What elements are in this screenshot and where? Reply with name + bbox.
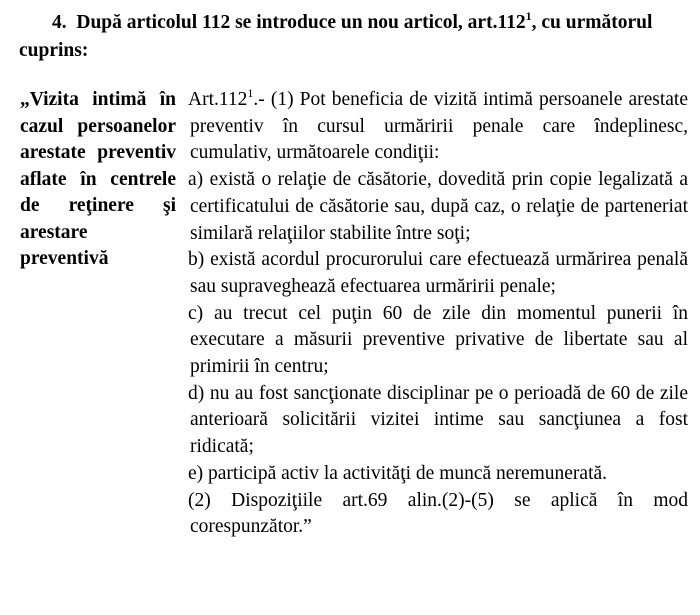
condition-c-line-1: c) au trecut cel puţin 60 de zile din momentul punerii în bbox=[188, 302, 688, 324]
article-title-line: de reţinere şi bbox=[20, 195, 176, 216]
paragraph-1-line-3: cumulativ, următoarele condiţii: bbox=[190, 142, 440, 164]
article-title-line: arestare bbox=[20, 221, 88, 243]
paragraph-2 bbox=[188, 488, 688, 541]
article-title-line: aflate în centrele bbox=[20, 168, 176, 190]
heading-number: 4. bbox=[52, 12, 67, 33]
heading-line-1 bbox=[19, 9, 679, 37]
condition-a-line-2: certificatului de căsătorie sau, după caz, o relaţie de parteneriat bbox=[190, 195, 688, 217]
article-body-column bbox=[188, 87, 688, 541]
condition-a-line-1: a) există o relaţie de căsătorie, dovedită prin copie legalizată a bbox=[188, 169, 688, 191]
condition-e bbox=[188, 461, 688, 488]
paragraph-1-line-2: preventiv în cursul urmăririi penale care îndeplinesc, bbox=[190, 115, 688, 137]
condition-e-line-1: e) participă activ la activităţi de muncă neremunerată. bbox=[188, 462, 608, 484]
article-number: Art.112 bbox=[188, 89, 248, 110]
condition-b bbox=[188, 247, 688, 300]
condition-d bbox=[188, 381, 688, 461]
condition-c bbox=[188, 301, 688, 381]
condition-d-line-2: anterioară solicitării vizitei intime sau sancţiunea a fost bbox=[190, 409, 688, 431]
condition-a bbox=[188, 167, 688, 247]
condition-d-line-3: ridicată; bbox=[190, 436, 254, 458]
condition-b-line-1: b) există acordul procurorului care efectuează urmărirea penală bbox=[188, 249, 688, 271]
condition-a-line-3: similară relaţiilor stabilite între soţi; bbox=[190, 222, 471, 244]
paragraph-2-line-1: (2) Dispoziţiile art.69 alin.(2)-(5) se aplică în mod bbox=[188, 489, 688, 511]
heading-text-end: , cu următorul bbox=[531, 12, 653, 33]
paragraph-2-line-2: corespunzător.” bbox=[190, 516, 312, 538]
condition-d-line-1: d) nu au fost sancţionate disciplinar pe o perioadă de 60 de zile bbox=[188, 382, 688, 404]
amendment-heading bbox=[19, 9, 679, 65]
heading-text: După articolul 112 se introduce un nou articol, art.112 bbox=[76, 12, 526, 33]
article-title-line: „Vizita intimă în bbox=[20, 89, 176, 110]
condition-b-line-2: sau supraveghează efectuarea urmăririi penale; bbox=[190, 275, 556, 297]
article-title-column bbox=[20, 87, 176, 273]
condition-c-line-3: primirii în centru; bbox=[190, 356, 329, 378]
article-title-line: cazul persoanelor bbox=[20, 115, 176, 137]
article-title-line: preventivă bbox=[20, 248, 109, 269]
article-title-line: arestate preventiv bbox=[20, 142, 176, 163]
paragraph-1-line-1 bbox=[188, 87, 688, 114]
article-superscript: 1 bbox=[247, 85, 254, 100]
paragraph-1-text: .- (1) Pot beneficia de vizită intimă persoanele arestate bbox=[253, 89, 688, 110]
paragraph-1 bbox=[188, 87, 688, 167]
condition-c-line-2: executare a măsurii preventive privative de libertate sau al bbox=[190, 329, 688, 351]
heading-line-2: cuprins: bbox=[19, 40, 89, 61]
heading-superscript: 1 bbox=[525, 8, 532, 23]
